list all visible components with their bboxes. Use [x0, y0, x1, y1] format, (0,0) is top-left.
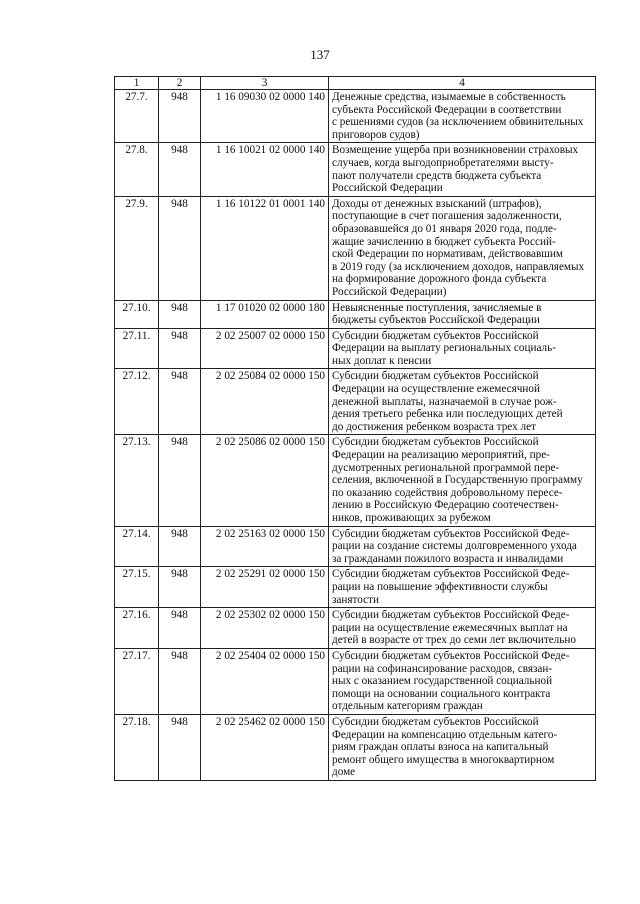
description-line: с решениями судов (за исключением обвинительных	[332, 116, 584, 129]
description-line: Российской Федерации)	[332, 285, 447, 298]
table-row	[115, 369, 596, 435]
budget-code-cell: 2 02 25084 02 0000 150	[201, 369, 329, 435]
row-number-cell: 27.15.	[115, 567, 159, 608]
budget-code-cell: 2 02 25462 02 0000 150	[201, 714, 329, 780]
description-line: Субсидии бюджетам субъектов Российской Феде-	[332, 527, 570, 540]
description-line: Федерации на осуществление ежемесячной	[332, 383, 540, 396]
admin-code-cell: 948	[159, 526, 201, 567]
budget-code-cell: 2 02 25302 02 0000 150	[201, 608, 329, 649]
table-row	[115, 608, 596, 649]
budget-code-cell: 1 16 10021 02 0000 140	[201, 143, 329, 196]
description-cell	[329, 608, 596, 649]
description-cell	[329, 300, 596, 328]
admin-code-cell: 948	[159, 90, 201, 143]
row-number-cell: 27.10.	[115, 300, 159, 328]
description-line: Федерации на реализацию мероприятий, пре-	[332, 449, 550, 462]
admin-code-cell: 948	[159, 608, 201, 649]
description-line: субъекта Российской Федерации в соответствии	[332, 103, 562, 116]
row-number-cell: 27.9.	[115, 196, 159, 300]
row-number-cell: 27.12.	[115, 369, 159, 435]
admin-code-cell: 948	[159, 196, 201, 300]
description-line: ской Федерации по нормативам, действовавшим	[332, 248, 563, 261]
description-line: доме	[332, 766, 356, 779]
description-line: приговоров судов)	[332, 128, 420, 141]
description-line: Субсидии бюджетам субъектов Российской	[332, 436, 539, 449]
description-line: рации на создание системы долговременного ухода	[332, 540, 577, 553]
description-line: дусмотренных региональной программой пере-	[332, 461, 560, 474]
description-cell	[329, 648, 596, 714]
description-line: денежной выплаты, назначаемой в случае рож-	[332, 395, 557, 408]
description-line: рации на повышение эффективности службы	[332, 580, 548, 593]
budget-code-cell: 2 02 25086 02 0000 150	[201, 435, 329, 526]
admin-code-cell: 948	[159, 714, 201, 780]
description-line: Возмещение ущерба при возникновении страховых	[332, 144, 579, 157]
table-body	[115, 90, 596, 781]
description-cell	[329, 369, 596, 435]
table-row	[115, 300, 596, 328]
table-row	[115, 526, 596, 567]
description-cell	[329, 435, 596, 526]
row-number-cell: 27.18.	[115, 714, 159, 780]
description-line: ных с оказанием государственной социальной	[332, 675, 553, 688]
row-number-cell: 27.7.	[115, 90, 159, 143]
table-row	[115, 648, 596, 714]
description-line: Федерации на компенсацию отдельным катего-	[332, 728, 558, 741]
description-cell	[329, 196, 596, 300]
admin-code-cell: 948	[159, 435, 201, 526]
description-line: на формирование дорожного фонда субъекта	[332, 273, 547, 286]
description-line: Денежные средства, изымаемые в собственность	[332, 91, 566, 103]
description-line: жащие зачислению в бюджет субъекта Россий-	[332, 235, 556, 248]
description-line: Федерации на выплату региональных социаль-	[332, 342, 556, 355]
description-line: бюджеты субъектов Российской Федерации	[332, 314, 540, 327]
row-number-cell: 27.17.	[115, 648, 159, 714]
description-line: ремонт общего имущества в многоквартирном	[332, 753, 555, 766]
description-cell	[329, 714, 596, 780]
admin-code-cell: 948	[159, 328, 201, 369]
description-line: Субсидии бюджетам субъектов Российской Феде-	[332, 568, 570, 581]
description-line: лению в Российскую Федерацию соотечествен-	[332, 499, 559, 512]
description-line: Российской Федерации	[332, 182, 443, 195]
description-line: Субсидии бюджетам субъектов Российской	[332, 329, 539, 342]
table-row	[115, 90, 596, 143]
description-cell	[329, 328, 596, 369]
row-number-cell: 27.14.	[115, 526, 159, 567]
description-line: образовавшейся до 01 января 2020 года, подле-	[332, 222, 557, 235]
table-row	[115, 435, 596, 526]
description-line: Невыясненные поступления, зачисляемые в	[332, 301, 542, 314]
table-row	[115, 328, 596, 369]
description-line: случаев, когда выгодоприобретателями высту-	[332, 156, 554, 169]
description-line: Субсидии бюджетам субъектов Российской	[332, 715, 539, 728]
description-line: риям граждан оплаты взноса на капитальный	[332, 741, 549, 754]
description-line: Доходы от денежных взысканий (штрафов),	[332, 197, 542, 210]
description-line: за гражданами пожилого возраста и инвалидами	[332, 552, 564, 565]
description-line: в 2019 году (за исключением доходов, направляемых	[332, 260, 585, 273]
table-row	[115, 196, 596, 300]
description-line: рации на осуществление ежемесячных выплат на	[332, 621, 568, 634]
description-cell	[329, 526, 596, 567]
description-cell	[329, 90, 596, 143]
description-line: пают получатели средств бюджета субъекта	[332, 169, 542, 182]
budget-code-cell: 1 16 10122 01 0001 140	[201, 196, 329, 300]
description-line: Субсидии бюджетам субъектов Российской Феде-	[332, 609, 570, 622]
table-row	[115, 714, 596, 780]
row-number-cell: 27.16.	[115, 608, 159, 649]
table-header-row	[115, 77, 596, 90]
admin-code-cell: 948	[159, 300, 201, 328]
budget-code-cell: 1 16 09030 02 0000 140	[201, 90, 329, 143]
admin-code-cell: 948	[159, 567, 201, 608]
description-cell	[329, 143, 596, 196]
description-line: Субсидии бюджетам субъектов Российской	[332, 370, 539, 383]
table-row	[115, 143, 596, 196]
description-line: занятости	[332, 593, 379, 606]
description-line: поступающие в счет погашения задолженности,	[332, 210, 562, 223]
row-number-cell: 27.11.	[115, 328, 159, 369]
description-line: детей в возрасте от трех до семи лет включительно	[332, 634, 576, 647]
admin-code-cell: 948	[159, 143, 201, 196]
description-line: помощи на основании социального контракта	[332, 687, 551, 700]
budget-code-cell: 2 02 25404 02 0000 150	[201, 648, 329, 714]
description-line: отдельным категориям граждан	[332, 700, 483, 713]
budget-code-cell: 2 02 25007 02 0000 150	[201, 328, 329, 369]
row-number-cell: 27.8.	[115, 143, 159, 196]
header-col-2: 2	[159, 77, 201, 90]
description-line: Субсидии бюджетам субъектов Российской Феде-	[332, 649, 570, 662]
description-line: по оказанию содействия добровольному пересе-	[332, 486, 563, 499]
budget-code-cell: 2 02 25163 02 0000 150	[201, 526, 329, 567]
description-line: до достижения ребенком возраста трех лет	[332, 420, 536, 433]
header-col-3: 3	[201, 77, 329, 90]
table-row	[115, 567, 596, 608]
description-line: селения, включенной в Государственную программу	[332, 474, 583, 487]
budget-code-cell: 2 02 25291 02 0000 150	[201, 567, 329, 608]
admin-code-cell: 948	[159, 369, 201, 435]
description-line: рации на софинансирование расходов, связан-	[332, 662, 553, 675]
header-col-1: 1	[115, 77, 159, 90]
description-line: ных доплат к пенсии	[332, 354, 432, 367]
description-line: дения третьего ребенка или последующих детей	[332, 408, 563, 421]
row-number-cell: 27.13.	[115, 435, 159, 526]
page-number: 137	[310, 47, 330, 62]
header-col-4: 4	[329, 77, 596, 90]
admin-code-cell: 948	[159, 648, 201, 714]
budget-code-cell: 1 17 01020 02 0000 180	[201, 300, 329, 328]
description-cell	[329, 567, 596, 608]
revenue-codes-table	[114, 76, 596, 781]
description-line: ников, проживающих за рубежом	[332, 512, 491, 524]
